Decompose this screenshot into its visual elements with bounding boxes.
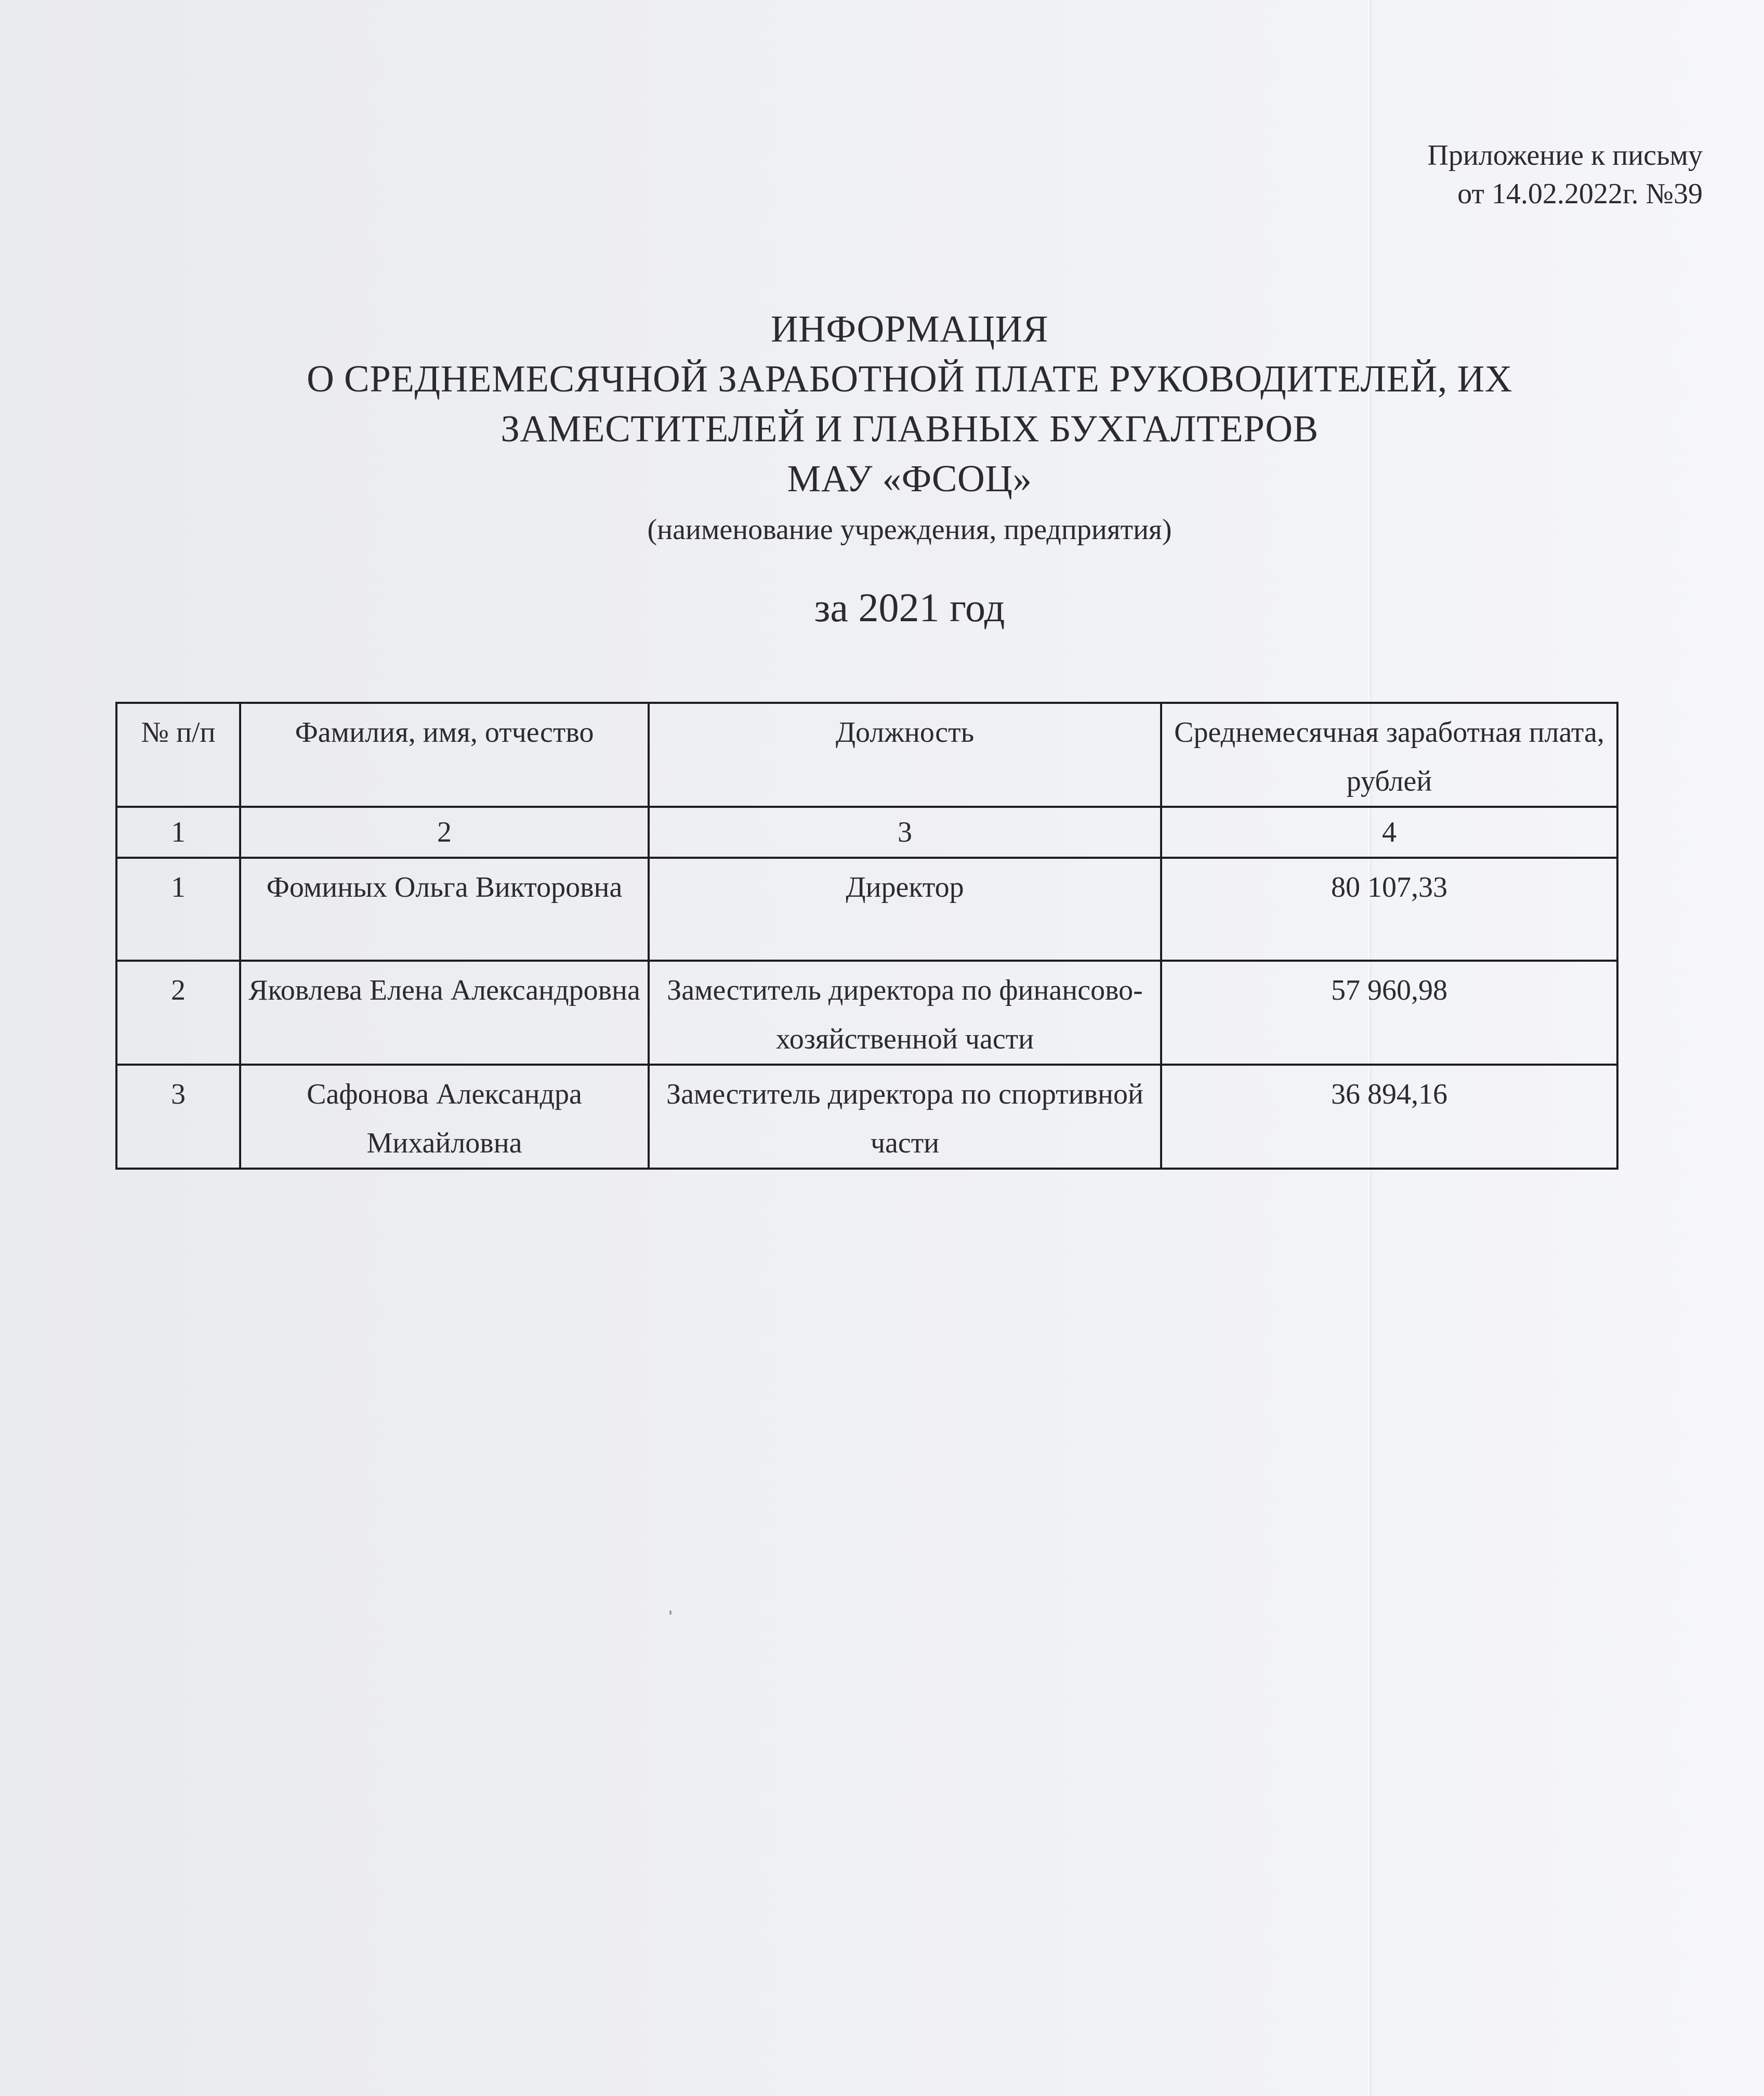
employee-salary: 57 960,98 (1161, 961, 1617, 1065)
table-row (116, 1065, 1617, 1169)
paper-speck (669, 1610, 672, 1615)
employee-name: Фоминых Ольга Викторовна (240, 858, 649, 961)
header-salary: Среднемесячная заработная плата, рублей (1161, 703, 1617, 807)
employee-position: Заместитель директора по спортивной части (649, 1065, 1161, 1169)
column-number-row (116, 807, 1617, 858)
attachment-line-2: от 14.02.2022г. №39 (1457, 178, 1703, 210)
column-number: 1 (116, 807, 240, 858)
title-heading: ИНФОРМАЦИЯ (770, 308, 1049, 350)
header-number: № п/п (116, 703, 240, 807)
column-number: 4 (1161, 807, 1617, 858)
employee-position: Директор (649, 858, 1161, 961)
employee-name: Сафонова Александра Михайловна (240, 1065, 649, 1169)
column-number: 3 (649, 807, 1161, 858)
title-line-2: О СРЕДНЕМЕСЯЧНОЙ ЗАРАБОТНОЙ ПЛАТЕ РУКОВОДИТЕЛЕЙ, ИХ (307, 358, 1512, 400)
row-number: 3 (116, 1065, 240, 1169)
row-number: 2 (116, 961, 240, 1065)
header-full-name: Фамилия, имя, отчество (240, 703, 649, 807)
employee-salary: 80 107,33 (1161, 858, 1617, 961)
row-number: 1 (116, 858, 240, 961)
report-period: за 2021 год (814, 585, 1005, 630)
table-row (116, 858, 1617, 961)
institution-caption: (наименование учреждения, предприятия) (647, 514, 1172, 546)
attachment-note (1427, 136, 1703, 213)
column-number: 2 (240, 807, 649, 858)
employee-name: Яковлева Елена Александровна (240, 961, 649, 1065)
title-line-3: ЗАМЕСТИТЕЛЕЙ И ГЛАВНЫХ БУХГАЛТЕРОВ (501, 408, 1319, 450)
header-position: Должность (649, 703, 1161, 807)
table-header-row (116, 703, 1617, 807)
salary-table (115, 702, 1618, 1170)
table-row (116, 961, 1617, 1065)
employee-salary: 36 894,16 (1161, 1065, 1617, 1169)
title-block (0, 304, 1764, 634)
attachment-line-1: Приложение к письму (1427, 139, 1703, 172)
institution-name: МАУ «ФСОЦ» (787, 457, 1032, 500)
employee-position: Заместитель директора по финансово-хозяйственной части (649, 961, 1161, 1065)
